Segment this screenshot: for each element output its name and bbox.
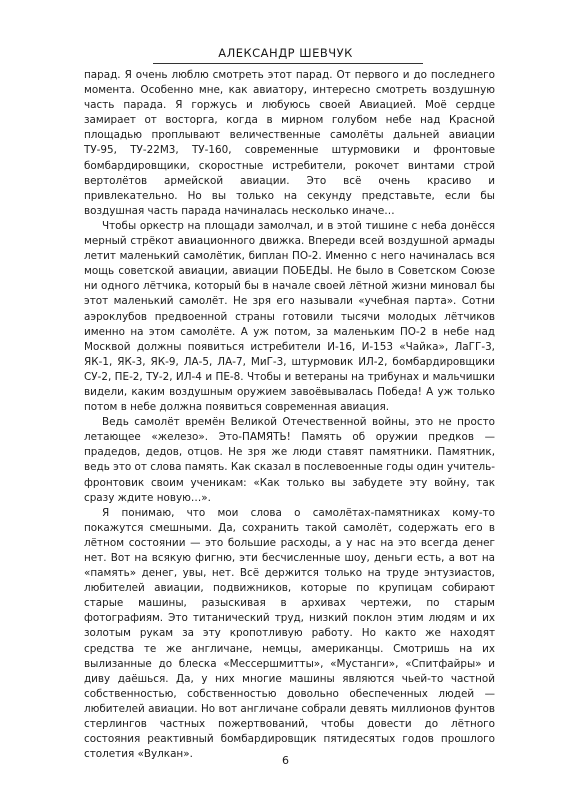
- paragraph-4: Я понимаю, что мои слова о самолётах-памятниках кому-то покажутся смешными. Да, сохранить такой самолёт, содержать его в лётном состоянии — это большие расходы, а у нас на это всегда денег нет. Вот на всякую фигню, эти бесчисленные шоу, деньги есть, а вот на «память» денег, увы, нет. Всё держится только на труде энтузиастов, любителей авиации, подвижников, которые по крупицам собирают старые машины, разыскивая в архивах чертежи, по старым фотографиям. Это титанический труд, низкий поклон этим людям и их золотым рукам за эту кропотливую работу. Но както же находят средства те же англичане, немцы, американцы. Смотришь на их вылизанные до блеска «Мессершмитты», «Мустанги», «Спитфайры» и диву даёшься. Да, у них многие машины являются чьей-то частной собственностью, собственностью довольно обеспеченных людей — любителей авиации. Но вот англичане собрали девять миллионов фунтов стерлингов частных пожертвований, чтобы довести до лётного состояния реактивный бомбардировщик пятидесятых годов прошлого столетия «Вулкан».: [84, 506, 495, 761]
- page-number: 6: [282, 754, 289, 767]
- paragraph-2: Чтобы оркестр на площади замолчал, и в этой тишине с неба донёсся мерный стрёкот авиационного движка. Впереди всей воздушной армады летит маленький самолётик, биплан ПО-2. Именно с него начиналась вся мощь советской авиации, авиации ПОБЕДЫ. Не было в Советском Союзе ни одного лётчика, который бы в начале своей лётной жизни миновал бы этот маленький самолёт. Не зря его называли «учебная парта». Сотни аэроклубов предвоенной страны готовили тысячи молодых лётчиков именно на этом самолёте. А уж потом, за маленьким ПО-2 в небе над Москвой должны появиться истребители И-16, И-153 «Чайка», ЛаГГ-3, ЯК-1, ЯК-3, ЯК-9, ЛА-5, ЛА-7, МиГ-3, штурмовик ИЛ-2, бомбардировщики СУ-2, ПЕ-2, ТУ-2, ИЛ-4 и ПЕ-8. Чтобы и ветераны на трибунах и мальчишки видели, каким воздушным оружием завоёвывалась Победа! А уж только потом в небе должна появиться современная авиация.: [84, 219, 495, 414]
- paragraph-1: парад. Я очень люблю смотреть этот парад. От первого и до последнего момента. Особенно мне, как авиатору, интересно смотреть воздушную часть парада. Я горжусь и любуюсь своей Авиацией. Моё сердце замирает от восторга, когда в мирном голубом небе над Красной площадью проплывают величественные самолёты дальней авиации ТУ-95, ТУ-22М3, ТУ-160, современные штурмовики и фронтовые бомбардировщики, скоростные истребители, рокочет винтами строй вертолётов армейской авиации. Это всё очень красиво и привлекательно. Но вы только на секунду представьте, если бы воздушная часть парада начиналась несколько иначе…: [84, 69, 495, 217]
- running-header: АЛЕКСАНДР ШЕВЧУК: [218, 46, 353, 60]
- paragraph-3: Ведь самолёт времён Великой Отечественной войны, это не просто летающее «железо». Это-ПАМЯТЬ! Память об оружии предков — прадедов, дедов, отцов. Не зря же люди ставят памятники. Памятник, ведь это от слова память. Как сказал в послевоенные годы один учитель-фронтовик своим ученикам: «Как только вы забудете эту войну, так сразу ждите новую…».: [84, 416, 495, 504]
- header-rule: [153, 63, 423, 64]
- page-body: [84, 68, 495, 762]
